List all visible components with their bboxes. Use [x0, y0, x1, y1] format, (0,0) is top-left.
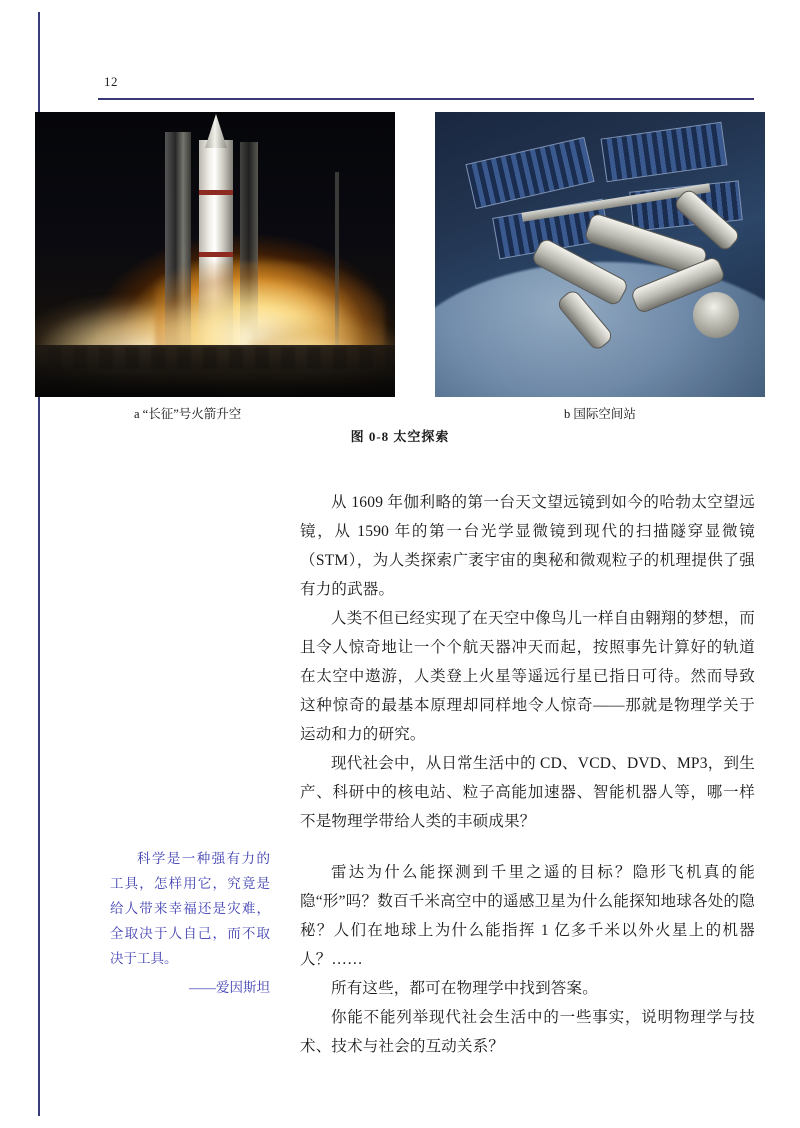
- figure-caption-b: b 国际空间站: [564, 407, 636, 421]
- figure-row: [35, 112, 765, 397]
- paragraph: 所有这些，都可在物理学中找到答案。: [331, 980, 598, 997]
- rocket-band: [199, 190, 233, 195]
- paragraph: 现代社会中，从日常生活中的 CD、VCD、DVD、MP3，到生产、科研中的核电站、粒子高能加速器、智能机器人等，哪一样不是物理学带给人类的丰硕成果？: [300, 755, 755, 830]
- body-text-column: [300, 488, 755, 1061]
- paragraph: 雷达为什么能探测到千里之遥的目标？隐形飞机真的能隐“形”吗？数百千米高空中的遥感卫星为什么能探知地球各处的隐秘？人们在地球上为什么能指挥 1 亿多千米以外火星上的机器人？……: [300, 864, 755, 968]
- figure-caption-a: a “长征”号火箭升空: [134, 407, 242, 421]
- rocket-band: [199, 252, 233, 257]
- figure-title: 图 0-8 太空探索: [350, 429, 450, 444]
- quote-attribution: ——爱因斯坦: [189, 980, 270, 995]
- page-number: 12: [104, 74, 118, 89]
- margin-quote: [110, 846, 270, 1000]
- paragraph: 从 1609 年伽利略的第一台天文望远镜到如今的哈勃太空望远镜，从 1590 年的第一台光学显微镜到现代的扫描隧穿显微镜（STM），为人类探索广袤宇宙的奥秘和微观粒子的机理提供了强有力的武器。: [300, 494, 755, 598]
- paragraph: 人类不但已经实现了在天空中像鸟儿一样自由翱翔的梦想，而且令人惊奇地让一个个航天器冲天而起，按照事先计算好的轨道在太空中遨游，人类登上火星等遥远行星已指日可待。然而导致这种惊奇的最基本原理却同样地令人惊奇——那就是物理学关于运动和力的研究。: [300, 610, 755, 743]
- figure-space-station: [435, 112, 765, 397]
- header-rule: [98, 98, 754, 100]
- figure-rocket-launch: [35, 112, 395, 397]
- paragraph: 你能不能列举现代社会生活中的一些事实，说明物理学与技术、技术与社会的互动关系？: [300, 1009, 755, 1055]
- ground-foreground: [35, 345, 395, 397]
- quote-text: 科学是一种强有力的工具，怎样用它，究竟是给人带来幸福还是灾难，全取决于人自己，而不取决于工具。: [110, 851, 270, 966]
- paragraph-spacer: [300, 836, 755, 858]
